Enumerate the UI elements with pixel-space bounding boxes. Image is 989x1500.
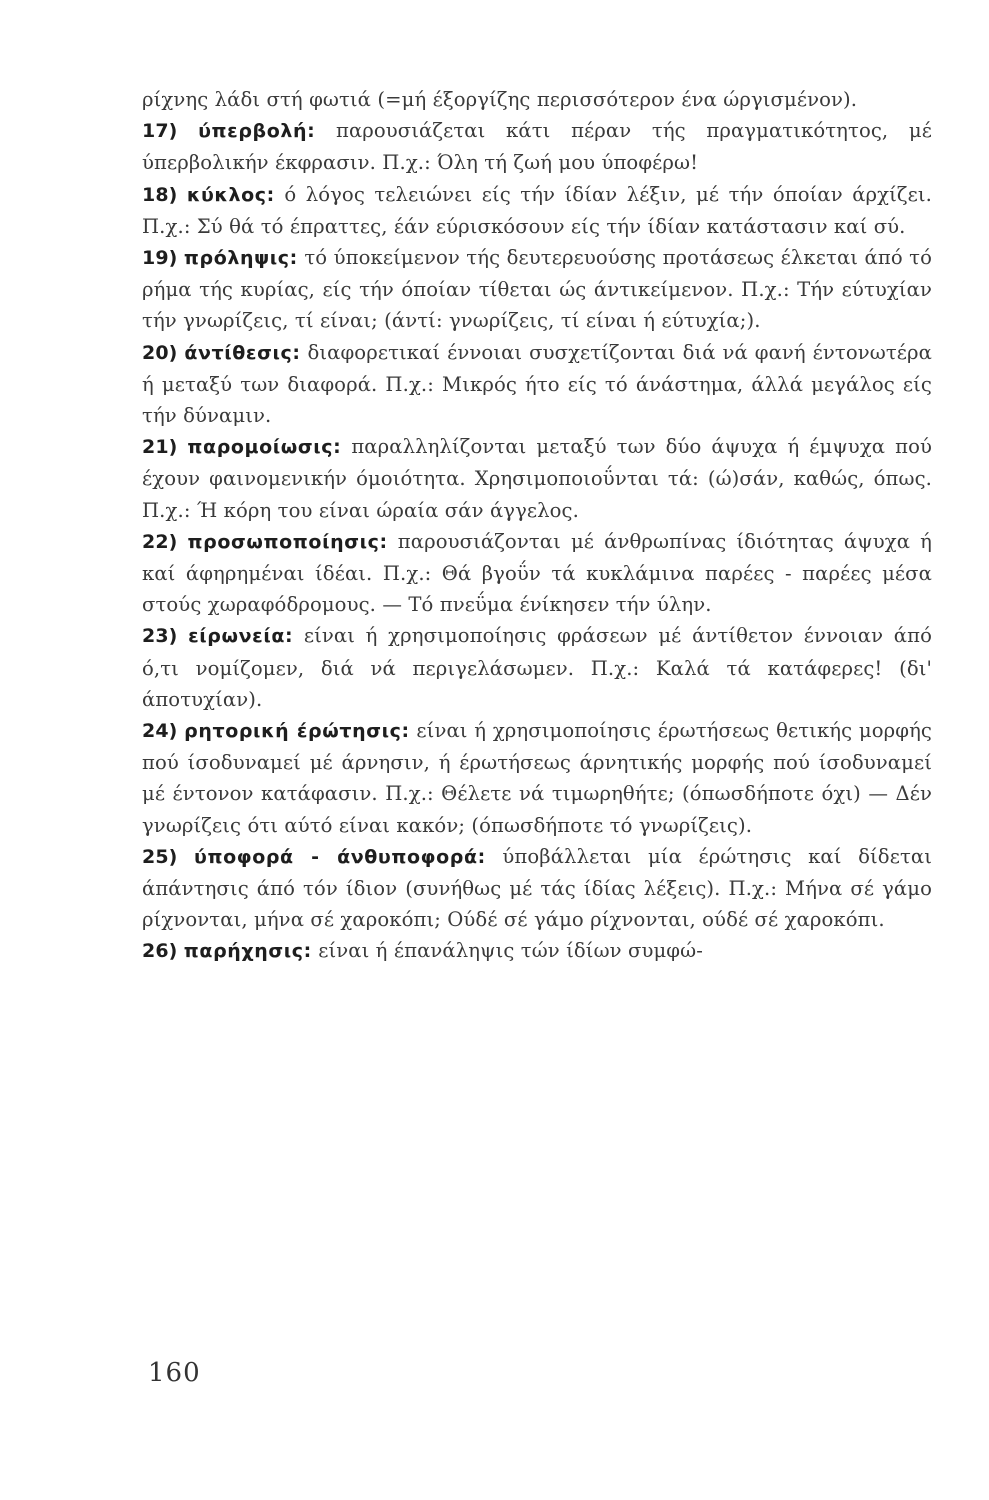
entry-25: [142, 841, 932, 936]
entry-text: είναι ή χρησιμοποίησις έρωτήσεως θετικής μορφής πού ίσοδυναμεί μέ άρνησιν, ή έρωτήσεως άρνητικής μορφής πού ίσοδυναμεί μέ έντονον κατάφασιν. Π.χ.: Θέλετε νά τιμωρηθήτε; (όπωσδήποτε όχι) — Δέν γνωρίζεις ότι αύτό είναι κακόν; (όπωσδήποτε τό γνωρίζεις).: [142, 719, 932, 837]
page-number: 160: [148, 1358, 201, 1388]
entry-number: 18): [142, 183, 178, 206]
entry-18: [142, 179, 932, 242]
entry-text: είναι ή χρησιμοποίησις φράσεων μέ άντίθετον έννοιαν άπό ό,τι νομίζομεν, διά νά περιγελάσωμεν. Π.χ.: Καλά τά κατάφερες! (δι' άποτυχίαν).: [142, 624, 932, 711]
entry-term: ύπερβολή:: [198, 120, 316, 143]
entry-number: 23): [142, 625, 178, 648]
entry-number: 19): [142, 247, 178, 270]
entry-text: παρουσιάζονται μέ άνθρωπίνας ίδιότητας άψυχα ή καί άφηρημέναι ίδέαι. Π.χ.: Θά βγοΰν τά κυκλάμινα παρέες - παρέες μέσα στούς χωραφόδρομους. — Τό πνεΰμα ένίκησεν τήν ύλην.: [142, 529, 932, 617]
entry-20: [142, 337, 932, 432]
intro-paragraph: ρίχνης λάδι στή φωτιά (=μή έξοργίζης περισσότερον ένα ώργισμένον).: [142, 88, 858, 111]
entry-text: ό λόγος τελειώνει είς τήν ίδίαν λέξιν, μέ τήν όποίαν άρχίζει. Π.χ.: Σύ θά τό έπραττες, έάν εύρισκόσουν είς τήν ίδίαν κατάστασιν καί σύ.: [142, 182, 932, 238]
entry-number: 26): [142, 940, 178, 963]
entry-text: ύποβάλλεται μία έρώτησις καί δίδεται άπάντησις άπό τόν ίδιον (συνήθως μέ τάς ίδίας λέξεις). Π.χ.: Μήνα σέ γάμο ρίχνονται, μήνα σέ χαροκόπι; Ούδέ σέ γάμο ρίχνονται, ούδέ σέ χαροκόπι.: [142, 844, 932, 932]
entry-term: παρήχησις:: [183, 940, 312, 963]
entry-term: ρητορική έρώτησις:: [184, 720, 410, 743]
entry-text: παρουσιάζεται κάτι πέραν τής πραγματικότητος, μέ ύπερβολικήν έκφρασιν. Π.χ.: Όλη τή ζωή μου ύποφέρω!: [142, 119, 932, 175]
entry-term: κύκλος:: [186, 183, 275, 206]
entry-term: προσωποποίησις:: [187, 530, 388, 553]
entry-number: 17): [142, 120, 178, 143]
entry-term: άντίθεσις:: [184, 341, 301, 364]
entry-text: είναι ή έπανάληψις τών ίδίων συμφώ-: [318, 939, 703, 963]
entry-22: [142, 526, 932, 621]
entry-text: διαφορετικαί έννοιαι συσχετίζονται διά νά φανή έντονωτέρα ή μεταξύ των διαφορά. Π.χ.: Μικρός ήτο είς τό άνάστημα, άλλά μεγάλος είς τήν δύναμιν.: [142, 340, 932, 428]
entry-number: 24): [142, 720, 178, 743]
entry-term: παρομοίωσις:: [187, 436, 342, 459]
entry-24: [142, 715, 932, 841]
entry-21: [142, 431, 932, 526]
entry-term: είρωνεία:: [188, 625, 294, 648]
entry-17: [142, 115, 932, 178]
entry-term: ύποφορά - άνθυποφορά:: [194, 845, 486, 868]
entry-number: 25): [142, 845, 178, 868]
entry-23: [142, 620, 932, 715]
entry-number: 21): [142, 436, 178, 459]
entry-number: 20): [142, 341, 178, 364]
entry-term: πρόληψις:: [183, 247, 298, 270]
page-body: [142, 84, 932, 968]
entry-19: [142, 242, 932, 337]
entry-text: παραλληλίζονται μεταξύ των δύο άψυχα ή έμψυχα πού έχουν φαινομενικήν όμοιότητα. Χρησιμοποιοΰνται τά: (ώ)σάν, καθώς, όπως. Π.χ.: Ή κόρη του είναι ώραία σάν άγγελος.: [142, 435, 932, 522]
entry-text: τό ύποκείμενον τής δευτερευούσης προτάσεως έλκεται άπό τό ρήμα τής κυρίας, είς τήν όποίαν τίθεται ώς άντικείμενον. Π.χ.: Τήν εύτυχίαν τήν γνωρίζεις, τί είναι; (άντί: γνωρίζεις, τί είναι ή εύτυχία;).: [142, 246, 932, 333]
entry-26: [142, 935, 932, 967]
entry-number: 22): [142, 530, 178, 553]
